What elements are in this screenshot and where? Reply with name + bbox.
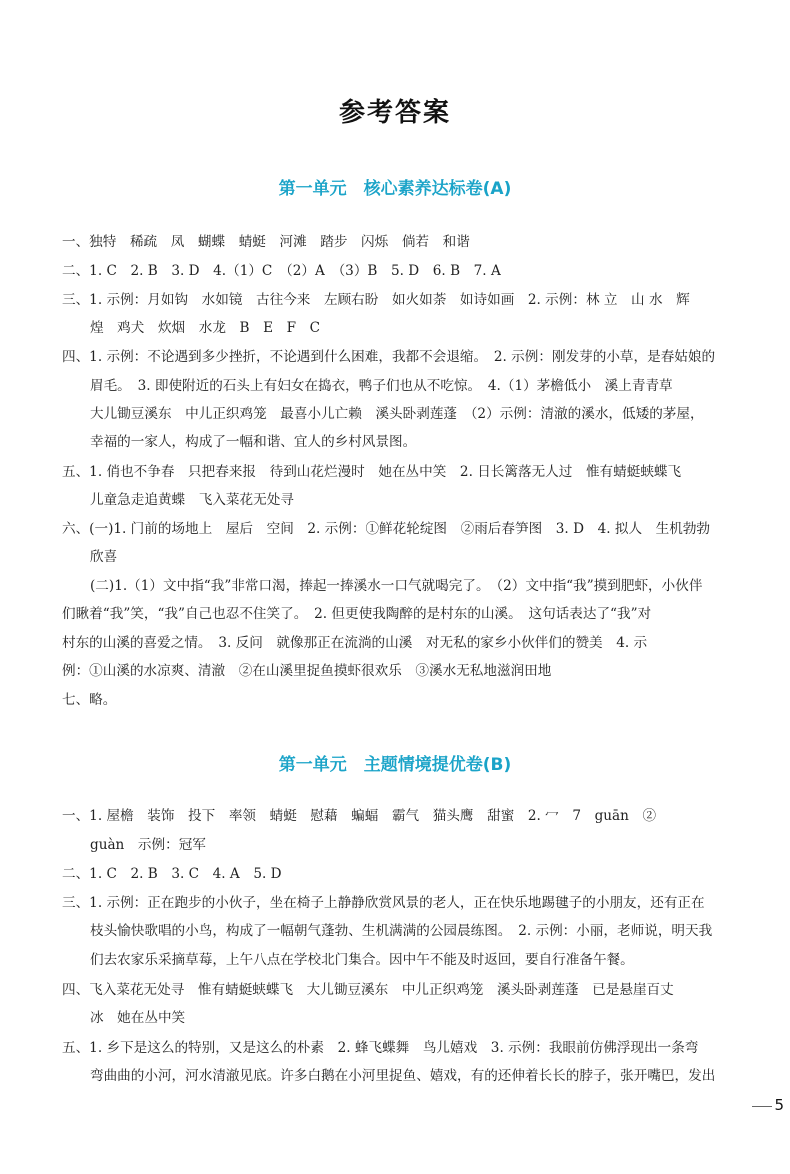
- answer-line: 们去农家乐采摘草莓，上午八点在学校北门集合。因中午不能及时返回，要自行准备午餐。: [90, 952, 634, 968]
- page-title: 参考答案: [338, 98, 451, 128]
- answer-line: 三、1. 示例：月如钩 水如镜 古往今来 左顾右盼 如火如荼 如诗如画 2. 示例：林 立 山 水 辉: [62, 292, 690, 308]
- answer-line: 七、略。: [62, 692, 117, 708]
- answer-line: 四、飞入菜花无处寻 惟有蜻蜓蛱蝶飞 大儿锄豆溪东 中儿正织鸡笼 溪头卧剥莲蓬 已是悬崖百丈: [62, 982, 674, 998]
- section-heading-a: 第一单元 核心素养达标卷(A): [278, 179, 512, 199]
- answer-line: 四、1. 示例：不论遇到多少挫折，不论遇到什么困难，我都不会退缩。 2. 示例：刚发芽的小草，是春姑娘的: [62, 349, 716, 365]
- answer-line: 三、1. 示例：正在跑步的小伙子，坐在椅子上静静欣赏风景的老人，正在快乐地踢毽子的小朋友，还有正在: [62, 895, 705, 911]
- section-heading-b: 第一单元 主题情境提优卷(B): [278, 755, 512, 775]
- answer-line: guàn 示例：冠军: [90, 837, 206, 853]
- answer-line: 枝头愉快歌唱的小鸟，构成了一幅朝气蓬勃、生机满满的公园晨练图。 2. 示例：小丽，老师说，明天我: [90, 923, 713, 939]
- answer-line: 冰 她在丛中笑: [90, 1010, 186, 1026]
- answer-line: 眉毛。 3. 即使附近的石头上有妇女在捣衣，鸭子们也从不吃惊。 4.（1）茅檐低小 溪上青青草: [90, 378, 673, 394]
- answer-line: 幸福的一家人，构成了一幅和谐、宜人的乡村风景图。: [90, 434, 417, 450]
- answer-line: 们瞅着“我”笑，“我”自己也忍不住笑了。 2. 但更使我陶醉的是村东的山溪。 这句话表达了“我”对: [62, 606, 652, 622]
- answer-line: 五、1. 俏也不争春 只把春来报 待到山花烂漫时 她在丛中笑 2. 日长篱落无人过 惟有蜻蜓蛱蝶飞: [62, 464, 682, 480]
- answer-line: 二、1. C 2. B 3. D 4.（1）C （2）A （3）B 5. D 6. B 7. A: [62, 263, 501, 279]
- answer-line: 五、1. 乡下是这么的特别，又是这么的朴素 2. 蜂飞蝶舞 鸟儿嬉戏 3. 示例：我眼前仿佛浮现出一条弯: [62, 1040, 699, 1056]
- answer-line: 煌 鸡犬 炊烟 水龙 B E F C: [90, 320, 321, 336]
- answer-line: 儿童急走追黄蝶 飞入菜花无处寻: [90, 492, 294, 508]
- answer-line: 一、1. 屋檐 装饰 投下 率领 蜻蜓 慰藉 蝙蝠 霸气 猫头鹰 甜蜜 2. 冖 7 guān ②: [62, 808, 657, 824]
- page-number-dash: [752, 1106, 772, 1107]
- answer-line: 一、独特 稀疏 凤 蝴蝶 蜻蜓 河滩 踏步 闪烁 倘若 和谐: [62, 234, 470, 250]
- answer-line: 例：①山溪的水凉爽、清澈 ②在山溪里捉鱼摸虾很欢乐 ③溪水无私地滋润田地: [62, 663, 552, 679]
- answer-line: 弯曲曲的小河，河水清澈见底。许多白鹅在小河里捉鱼、嬉戏，有的还伸着长长的脖子，张开嘴巴，发出: [90, 1068, 716, 1084]
- answer-line: (二)1.（1）文中指“我”非常口渴，捧起一捧溪水一口气就喝完了。 （2）文中指“我”摸到肥虾，小伙伴: [90, 578, 703, 594]
- answer-line: 大儿锄豆溪东 中儿正织鸡笼 最喜小儿亡赖 溪头卧剥莲蓬 （2）示例：清澈的溪水，低矮的茅屋，: [90, 406, 704, 422]
- answer-line: 六、(一)1. 门前的场地上 屋后 空间 2. 示例：①鲜花轮绽图 ②雨后春笋图 3. D 4. 拟人 生机勃勃: [62, 521, 711, 537]
- answer-line: 二、1. C 2. B 3. C 4. A 5. D: [62, 866, 282, 882]
- page-number: 5: [774, 1096, 784, 1114]
- answer-line: 村东的山溪的喜爱之情。 3. 反问 就像那正在流淌的山溪 对无私的家乡小伙伴们的赞美 4. 示: [62, 635, 648, 651]
- answer-line: 欣喜: [90, 549, 118, 565]
